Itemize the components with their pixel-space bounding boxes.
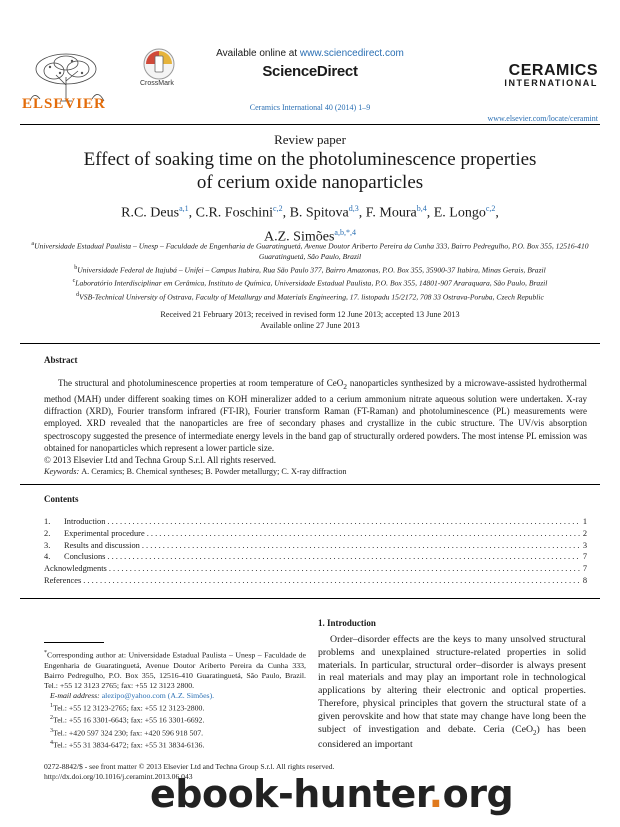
toc-leader	[109, 563, 581, 575]
introduction-text	[318, 634, 586, 752]
doi-link[interactable]: http://dx.doi.org/10.1016/j.ceramint.2013.06.043	[44, 772, 193, 781]
watermark-part1: ebook-hunter	[150, 772, 429, 816]
tel-text: Tel.: +420 597 324 230; fax: +420 596 918 507.	[53, 728, 204, 738]
toc-page: 3	[582, 540, 587, 550]
keywords-list: A. Ceramics; B. Chemical syntheses; B. Powder metallurgy; C. X-ray diffraction	[81, 467, 347, 476]
email-label: E-mail address:	[50, 690, 100, 700]
publisher-name: ELSEVIER	[22, 96, 106, 112]
received-dates: Received 21 February 2013; received in revised form 12 June 2013; accepted 13 June 2013	[160, 310, 460, 319]
abstract-subscript: 2	[343, 381, 347, 391]
section-heading-introduction: 1. Introduction	[318, 618, 376, 628]
tel-marker: 3	[50, 727, 53, 734]
affiliation-item	[22, 290, 598, 303]
abstract-heading: Abstract	[44, 355, 78, 365]
introduction-subscript: 2	[533, 728, 537, 737]
abstract-copyright: © 2013 Elsevier Ltd and Techna Group S.r.l. All rights reserved.	[44, 455, 276, 466]
toc-item[interactable]	[44, 516, 587, 528]
email-link[interactable]: alezipo@yahoo.com (A.Z. Simões).	[101, 690, 215, 700]
toc-page: 7	[582, 564, 587, 574]
availability-line	[0, 48, 620, 59]
watermark-part2: org	[442, 772, 514, 816]
author-name: B. Spitova	[289, 205, 349, 221]
email-note	[44, 691, 306, 701]
title-line1: Effect of soaking time on the photoluminescence properties	[83, 149, 537, 170]
journal-logo	[504, 63, 598, 88]
toc-number: 3.	[44, 540, 51, 550]
online-date: Available online 27 June 2013	[260, 321, 360, 330]
author-affiliation-link[interactable]: d,3	[348, 204, 359, 213]
corresponding-author-text: Corresponding author at: Universidade Estadual Paulista – Unesp – Faculdade de Engenharia de Guaratinguetá, Avenue Doutor Ariberto Pereira da Cunha 333, Bairro Pedregulho, P.O. Box 355, 12516-410 Guaratinguetá, São Paulo, Brazil. Tel.: +55 12 3123 2765; fax: +55 12 3123 2800.	[44, 650, 306, 690]
affiliation-marker: b	[74, 265, 78, 272]
toc-label[interactable]: Experimental procedure	[64, 528, 145, 538]
toc-number: 1.	[44, 517, 51, 526]
toc-item[interactable]	[44, 551, 587, 563]
affiliations	[22, 239, 598, 303]
crossmark-label: CrossMark	[140, 80, 174, 87]
affiliation-item	[22, 239, 598, 263]
abstract-body-1: The structural and photoluminescence properties at room temperature of CeO	[58, 378, 344, 388]
toc-leader	[142, 540, 581, 552]
toc-page: 7	[582, 552, 587, 562]
contents-bottom-divider	[20, 598, 600, 599]
tel-text: Tel.: +55 16 3301-6643; fax: +55 16 3301-6692.	[53, 715, 205, 725]
corresponding-author-note: *Corresponding author at: Universidade Estadual Paulista – Unesp – Faculdade de Engenharia de Guaratinguetá, Avenue Doutor Ariberto Pereira da Cunha 333, Bairro Pedregulho, P.O. Box 355, 12516-410 Guaratinguetá, São Paulo, Brazil. Tel.: +55 12 3123 2765; fax: +55 12 3123 2800.	[44, 650, 306, 690]
toc-label[interactable]: Results and discussion	[64, 540, 140, 550]
header-divider	[20, 124, 600, 125]
author-name: E. Longo	[433, 205, 486, 221]
tel-text: Tel.: +55 31 3834-6472; fax: +55 31 3834-6136.	[53, 740, 205, 750]
journal-reference[interactable]: Ceramics International 40 (2014) 1–9	[249, 103, 371, 112]
journal-name-line1: CERAMICS	[508, 62, 598, 79]
affiliation-marker: a	[31, 241, 35, 247]
author-name: F. Moura	[365, 205, 417, 221]
author-name: A.Z. Simões	[264, 229, 335, 245]
journal-url-link[interactable]: www.elsevier.com/locate/ceramint	[487, 114, 598, 123]
author-affiliation-link[interactable]: c,2	[485, 204, 496, 213]
author-affiliation-link[interactable]: c,2	[273, 204, 283, 213]
tel-note	[44, 738, 306, 751]
tel-marker: 4	[50, 740, 53, 747]
availability-prefix: Available online at	[216, 48, 300, 59]
affiliation-marker: d	[76, 291, 80, 298]
toc-page: 1	[582, 517, 587, 526]
toc-page: 2	[582, 528, 587, 538]
toc-label[interactable]: Acknowledgments	[44, 564, 107, 574]
toc-leader	[83, 575, 581, 587]
article-title	[0, 148, 620, 194]
article-dates	[0, 309, 620, 331]
abstract-text	[44, 377, 587, 466]
journal-name-line2: INTERNATIONAL	[504, 78, 598, 88]
contents-heading: Contents	[44, 494, 79, 504]
toc-page: 8	[582, 575, 587, 585]
affiliation-item	[22, 276, 598, 289]
sciencedirect-brand: ScienceDirect	[262, 63, 358, 80]
author-name: R.C. Deus	[121, 205, 180, 221]
issn-line: 0272-8842/$ - see front matter © 2013 Elsevier Ltd and Techna Group S.r.l. All rights reserved.	[44, 762, 335, 771]
watermark	[150, 772, 513, 816]
toc-number: 2.	[44, 528, 51, 538]
affiliation-text: VSB-Technical University of Ostrava, Faculty of Metallurgy and Materials Engineering, 17. listopadu 15/2172, 708 33 Ostrava-Poruba, Czech Republic	[79, 292, 544, 302]
contents-divider	[20, 484, 600, 485]
tel-marker: 1	[50, 702, 53, 709]
abstract-body-2: nanoparticles synthesized by a microwave-assisted hydrothermal method (MAH) under different soaking times on KOH mineralizer added to a cerium ammonium nitrate aqueous solution were undertaken. X-ray diffraction (XRD), Fourier transform infrared (FT-IR), Fourier transform Raman (FT-Raman) and photoluminescence (PL) measurements were employed. XRD revealed that the nanoparticles are free of secondary phases and crystallize in the cubic structure. The UV/vis absorption spectroscopy suggested the presence of intermediate energy levels in the band gap of structurally ordered powders. The most intense PL emission was obtained for nanoparticles which represent a lower particle size.	[44, 378, 587, 453]
keywords	[44, 467, 347, 476]
sciencedirect-link[interactable]: www.sciencedirect.com	[299, 48, 404, 59]
toc-leader	[147, 528, 581, 540]
affiliation-text: Universidade Federal de Itajubá – Unifei – Campus Itabira, Rua São Paulo 377, Bairro Amazonas, P.O. Box 355, 35900-37 Itabira, Minas Gerais, Brazil	[77, 265, 546, 275]
watermark-dot: .	[428, 772, 443, 816]
tel-marker: 2	[50, 715, 53, 722]
affiliation-marker: c	[72, 278, 76, 285]
tel-note	[44, 726, 306, 739]
author-affiliation-link[interactable]: a,1	[179, 204, 189, 213]
toc-leader	[107, 551, 580, 563]
title-line2: of cerium oxide nanoparticles	[196, 172, 424, 193]
affiliation-item	[22, 263, 598, 276]
footnotes	[44, 648, 306, 751]
toc-label[interactable]: Conclusions	[64, 552, 106, 562]
toc-label[interactable]: References	[44, 575, 82, 585]
author-affiliation-link[interactable]: a,b,*,4	[334, 227, 356, 237]
tel-note	[44, 713, 306, 726]
footnote-rule	[44, 642, 104, 643]
toc-label[interactable]: Introduction	[64, 517, 106, 526]
toc-item[interactable]	[44, 575, 587, 587]
keywords-label: Keywords:	[44, 467, 80, 476]
tel-note	[44, 701, 306, 714]
article-type: Review paper	[274, 132, 346, 147]
tel-text: Tel.: +55 12 3123-2765; fax: +55 12 3123-2800.	[53, 703, 205, 713]
introduction-body-2: ) has been considered an important	[318, 723, 587, 751]
affiliation-text: Laboratório Interdisciplinar em Cerâmica, Instituto de Química, Universidade Estadual Paulista, P.O. Box 355, 14801-907 Araraquara, São Paulo, Brazil	[75, 278, 548, 288]
toc-item[interactable]	[44, 563, 587, 575]
toc-item[interactable]	[44, 540, 587, 552]
author-name: C.R. Foschini	[195, 205, 274, 221]
toc-number: 4.	[44, 552, 51, 562]
introduction-body-1: Order–disorder effects are the keys to many unsolved structural problems and unexplained structure-related properties in solid materials. In particular, structural order–disorder is always present in real materials and may play an important role in technological applications by altering their electronic and optical properties. Therefore, physical principles that govern the structural state of a given perovskite and how that state may change have long been the subject of investigation and debate. Ceria (CeO	[318, 634, 586, 735]
author-list: R.C. Deus$^{a,1}$, C.R. Foschini$^{c,2}$, B. Spitova$^{d,3}$, F. Moura$^{b,4}$, E. Longo$^{c,2}$, A.Z. Simões$^{a,b,*,4}$	[121, 204, 499, 245]
table-of-contents	[44, 516, 587, 587]
abstract-divider	[20, 343, 600, 344]
toc-item[interactable]	[44, 528, 587, 540]
toc-leader	[107, 516, 580, 528]
author-affiliation-link[interactable]: b,4	[416, 204, 427, 213]
affiliation-text: Universidade Estadual Paulista – Unesp – Faculdade de Engenharia de Guaratinguetá, Avenue Doutor Ariberto Pereira da Cunha 333, Bairro Pedregulho, P.O. Box 355, 12516-410 Guaratinguetá, São Paulo, Brazil	[34, 241, 589, 262]
